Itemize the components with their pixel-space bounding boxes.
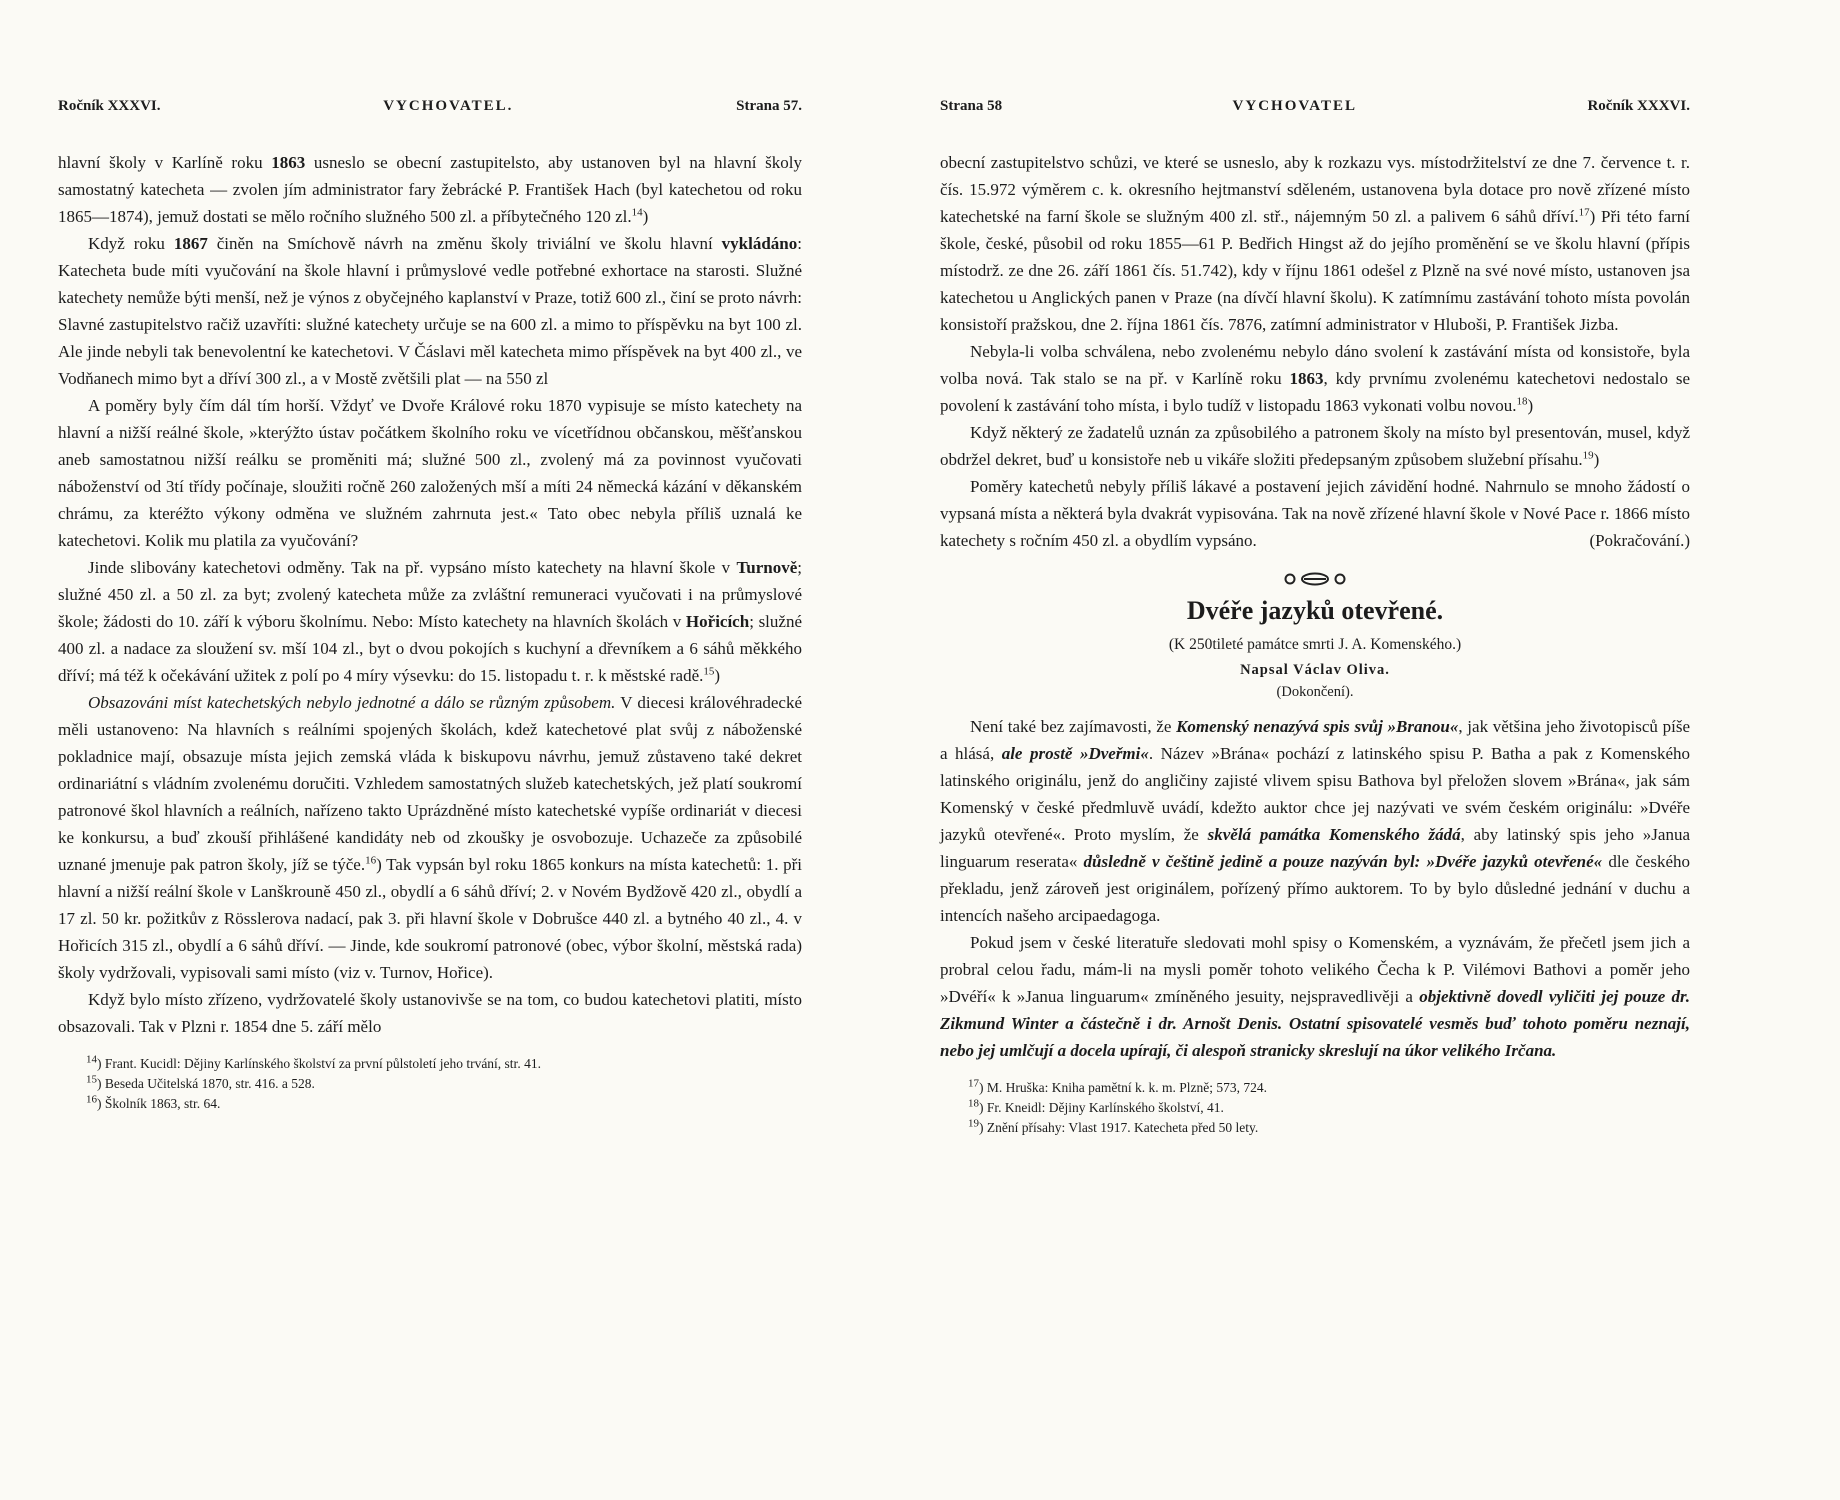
volume-label: Ročník XXXVI. — [1587, 98, 1690, 114]
paragraph: Pokud jsem v české literatuře sledovati mohl spisy o Komenském, a vyznávám, že přečetl jsem jich a probral celou řadu, mám-li na mysli poměr tohoto velikého Čecha k P. Vilémovi Bathovi a poměr jeho »Dvéří« k »Janua linguarum« zmíněného jesuity, nejspravedlivěji a objektivně dovedl vyličiti jej pouze dr. Zikmund Winter a částečně i dr. Arnošt Denis. Ostatní spisovatelé vesměs buď tohoto poměru neznají, nebo jej umlčují a docela upírají, či alespoň stranicky skreslují na úkor velikého Irčana. — [940, 933, 1690, 1060]
paragraph: Jinde slibovány katechetovi odměny. Tak na př. vypsáno místo katechety na hlavní škole v Turnově; služné 450 zl. a 50 zl. za byt; zvolený katecheta může za zvláštní remuneraci vyučovati i na průmyslové škole; žádosti do 10. září k výboru školnímu. Nebo: Místo katechety na hlavních školách v Hořicích; služné 400 zl. a nadace za sloužení sv. mší 104 zl., byt o dvou pokojích s kuchyní a dřevníkem a 6 sáhů měkkého dříví; má též k očekávání užitek z polí po 4 míry výsevku: do 15. listopadu t. r. k městské radě.$^{15}$) — [58, 558, 802, 685]
article-byline: Napsal Václav Oliva. — [1240, 662, 1390, 678]
paragraph: Není také bez zajímavosti, že Komenský nenazývá spis svůj »Branou«, jak většina jeho životopisců píše a hlásá, ale prostě »Dveřmi«. Název »Brána« pochází z latinského spisu P. Batha a pak z Komenského latinského originálu, jenž do angličiny zajisté vlivem spisu Bathova byl přeložen slovem »Brána«, jak sám Komenský v české předmluvě uvádí, kdežto auktor chce jej nazývati ve svém českém originálu: »Dvéře jazyků otevřené«. Proto myslím, že skvělá památka Komenského žádá, aby latinský spis jeho »Janua linguarum reserata« důsledně v češtině jedině a pouze nazýván byl: »Dvéře jazyků otevřené« dle českého překladu, jenž zároveň jest originálem, pořízený přímo auktorem. To by bylo důsledné jednání v duchu a intencích našeho arcipaedagoga. — [940, 717, 1691, 925]
footnote: $^{14}$) Frant. Kucidl: Dějiny Karlínského školství za první půlstoletí jeho trvání, str. 41. — [86, 1053, 541, 1071]
footnote: $^{16}$) Školník 1863, str. 64. — [86, 1093, 221, 1111]
journal-title: VYCHOVATEL — [1232, 98, 1358, 114]
paragraph: Když některý ze žadatelů uznán za způsobilého a patronem školy na místo byl presentován, musel, když obdržel dekret, buď u konsistoře neb u vikáře složiti předepsaným způsobem služební přísahu.$^{19}$) — [940, 423, 1690, 469]
running-head-right — [940, 98, 1690, 115]
article-note: (Dokončení). — [1276, 684, 1354, 700]
page-number: Strana 57. — [736, 98, 802, 114]
left-page-body — [58, 149, 802, 1040]
footnote: $^{19}$) Znění přísahy: Vlast 1917. Katecheta před 50 lety. — [968, 1117, 1259, 1135]
article-subtitle: (K 250tileté památce smrti J. A. Komenského.) — [1168, 636, 1462, 653]
footnote: $^{18}$) Fr. Kneidl: Dějiny Karlínského školství, 41. — [968, 1097, 1224, 1115]
article-header — [940, 596, 1690, 701]
paragraph: Nebyla-li volba schválena, nebo zvolenému nebylo dáno svolení k zastávání místa od konsistoře, byla volba nová. Tak stalo se na př. v Karlíně roku 1863, kdy prvnímu zvolenému katechetovi nedostalo se povolení k zastávání toho místa, i bylo tudíž v listopadu 1863 vykonati volbu novou.$^{18}$) — [940, 342, 1690, 415]
paragraph: Obsazováni míst katechetských nebylo jednotné a dálo se různým způsobem. V diecesi královéhradecké měli ustanoveno: Na hlavních s reálními spojených školách, kdež katechetové plat svůj z náboženské pokladnice mají, obsazuje místa jejich zemská vláda k biskupovu návrhu, jemuž zůstaveno také dekret ordinariátní s vládním zvolenému doručiti. Vzhledem samostatných služeb katechetských, jež platí soukromí patronové škol hlavních a reálních, nařízeno takto Uprázdněné místo katechetské vypíše ordinariát v diecesi ke konkursu, a buď zkouší přihlášené kandidáty neb od zkoušky je osvobozuje. Uchazeče za způsobilé uznané jmenuje pak patron školy, jíž se týče.$^{16}$) Tak vypsán byl roku 1865 konkurs na místa katechetů: 1. při hlavní a nižší reální škole v Lanškrouně 450 zl., obydlí a 6 sáhů dříví; 2. v Novém Bydžově 420 zl., obydlí a 17 zl. 50 kr. požitkův z Rösslerova nadací, pak 3. při hlavní škole v Dobrušce 440 zl. a bytného 40 zl., 4. v Hořicích 315 zl., obydlí a 6 sáhů dříví. — Jinde, kde soukromí patronové (obec, výbor školní, městská rada) školy vydržovali, vypisovali sami místo (viz v. Turnov, Hořice). — [58, 693, 803, 982]
paragraph: Poměry katechetů nebyly příliš lákavé a postavení jejich závidění hodné. Nahrnulo se mnoho žádostí o vypsaná místa a některá byla dvakrát vypisována. Tak na nově zřízené hlavní škole v Nové Pace r. 1866 místo katechety s ročním 450 zl. a obydlím vypsáno. (Pokračování.) — [940, 477, 1690, 550]
article-body — [940, 713, 1690, 1064]
right-page-body — [940, 149, 1690, 554]
article-title: Dvéře jazyků otevřené. — [1186, 596, 1444, 625]
paragraph: hlavní školy v Karlíně roku 1863 usneslo se obecní zastupitelsto, aby ustanoven byl na hlavní školy samostatný katecheta — zvolen jím administrator fary žebrácké P. František Hach (byl katechetou od roku 1865—1874), jemuž dostati se mělo ročního služného 500 zl. a příbytečného 120 zl.$^{14}$) — [58, 153, 802, 226]
paragraph: Když roku 1867 činěn na Smíchově návrh na změnu školy triviální ve školu hlavní vykládáno: Katecheta bude míti vyučování na škole hlavní i průmyslové vedle potřebné exhortace na starosti. Služné katechety nemůže býti menší, než je výnos z obyčejného kaplanství v Praze, totiž 600 zl., činí se proto návrh: Slavné zastupitelstvo račiž uzavříti: služné katechety určuje se na 600 zl. a mimo to příspěvku na byt 100 zl. Ale jinde nebyli tak benevolentní ke katechetovi. V Čáslavi měl katecheta mimo příspěvek na byt 400 zl., ve Vodňanech mimo byt a dříví 300 zl., a v Mostě zvětšili plat — na 550 zl — [58, 234, 802, 388]
paragraph: A poměry byly čím dál tím horší. Vždyť ve Dvoře Králové roku 1870 vypisuje se místo katechety na hlavní a nižší reálné škole, »kterýžto ústav počátkem školního roku ve vícetřídnou občanskou, měšťanskou aneb samostatnou nižší reálku se proměniti má; služné 500 zl., zvolený má za povinnost vyučovati náboženství od 3tí třídy počínaje, sloužiti ročně 260 založených mší a míti 24 německá kázání v děkanském chrámu, za kteréžto výkony odměna ve služném zahrnuta jest.« Tato obec nebyla příliš uznalá ke katechetovi. Kolik mu platila za vyučování? — [58, 396, 802, 550]
paragraph: Když bylo místo zřízeno, vydržovatelé školy ustanovivše se na tom, co budou katechetovi platiti, místo obsazovali. Tak v Plzni r. 1854 dne 5. září mělo — [58, 990, 802, 1036]
left-page-footnotes — [58, 1054, 802, 1114]
section-divider — [940, 570, 1690, 588]
paragraph: obecní zastupitelstvo schůzi, ve které se usneslo, aby k rozkazu vys. místodržitelství ze dne 7. července t. r. čís. 15.972 výměrem c. k. okresního hejtmanství sděleném, ustanovena byla dotace pro nově zřízené místo katechetské na farní škole se služným 400 zl. stř., nájemným 50 zl. a palivem 6 sáhů dříví.$^{17}$) Při této farní škole, české, působil od roku 1855—61 P. Bedřich Hingst až do jejího proměnění se ve školu hlavní (přípis místodrž. ze dne 26. září 1861 čís. 51.742), kdy v říjnu 1861 odešel z Plzně na své nové místo, ustanoven jsa katechetou u Anglických panen v Praze (na dívčí hlavní školu). K zatímnímu zastávání tohoto místa povolán konsistoří pražskou, dne 2. října 1861 čís. 7876, zatímní administrator v Hluboši, P. František Jizba. — [940, 153, 1690, 334]
footnote: $^{17}$) M. Hruška: Kniha pamětní k. k. m. Plzně; 573, 724. — [968, 1077, 1267, 1095]
right-page-footnotes — [940, 1078, 1690, 1138]
volume-label: Ročník XXXVI. — [58, 98, 161, 114]
page-number: Strana 58 — [940, 98, 1003, 114]
page-right — [920, 0, 1840, 1500]
journal-title: VYCHOVATEL. — [383, 98, 514, 114]
running-head-left — [58, 98, 802, 115]
printer-ornament-icon — [1282, 571, 1348, 587]
footnote: $^{15}$) Beseda Učitelská 1870, str. 416. a 528. — [86, 1073, 315, 1091]
